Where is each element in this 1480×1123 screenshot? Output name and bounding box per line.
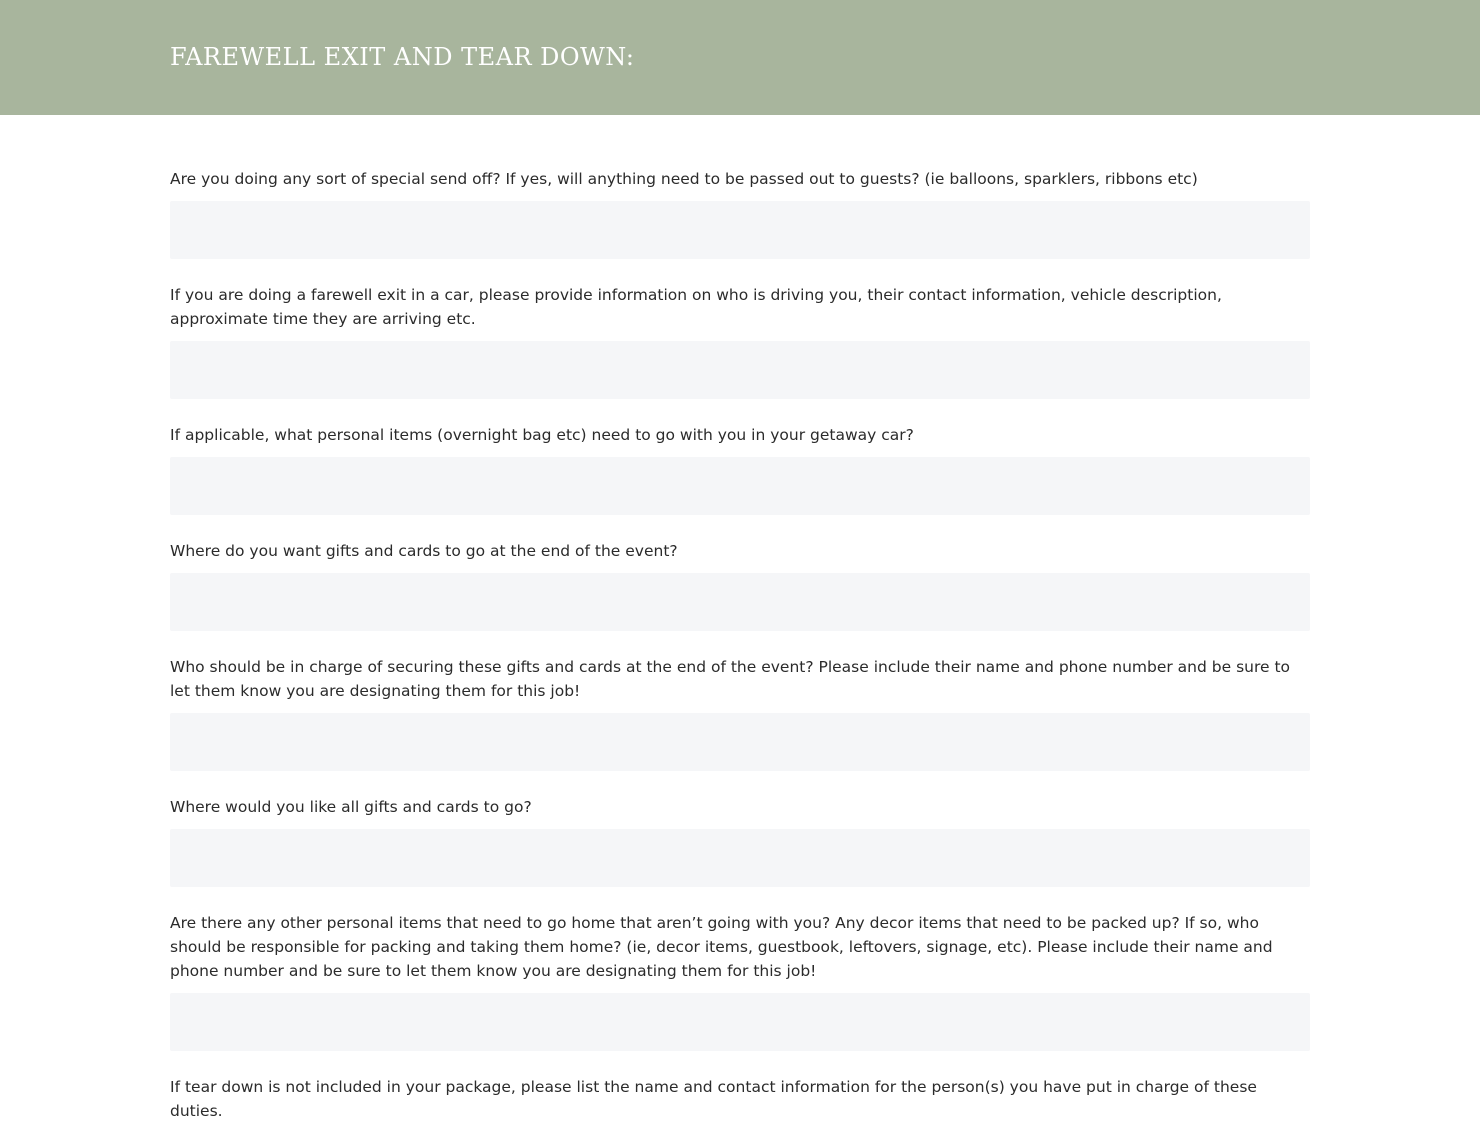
- question-label-gifts-location: Where do you want gifts and cards to go at the end of the event?: [170, 542, 678, 560]
- car-exit-input[interactable]: [170, 341, 1310, 399]
- question-label-gifts-destination: Where would you like all gifts and cards to go?: [170, 798, 532, 816]
- question-label-personal-items: If applicable, what personal items (overnight bag etc) need to go with you in your getaway car?: [170, 426, 914, 444]
- personal-items-input[interactable]: [170, 457, 1310, 515]
- gifts-location-input[interactable]: [170, 573, 1310, 631]
- section-header: [0, 0, 1480, 115]
- question-label-send-off: Are you doing any sort of special send off? If yes, will anything need to be passed out to guests? (ie balloons, sparklers, ribbons etc): [170, 170, 1198, 188]
- gifts-person-input[interactable]: [170, 713, 1310, 771]
- section-title: FAREWELL EXIT AND TEAR DOWN:: [170, 43, 635, 71]
- other-items-input[interactable]: [170, 993, 1310, 1051]
- question-label-other-items: Are there any other personal items that need to go home that aren’t going with you? Any decor items that need to be packed up? If so, who should be responsible for packing and taking them home? (ie, decor items, guestbook, leftovers, signage, etc). Please include their name and phone number and be sure to let them know you are designating them for this job!: [170, 914, 1273, 980]
- question-label-tear-down: If tear down is not included in your package, please list the name and contact information for the person(s) you have put in charge of these duties.: [170, 1078, 1257, 1120]
- send-off-input[interactable]: [170, 201, 1310, 259]
- question-label-car-exit: If you are doing a farewell exit in a car, please provide information on who is driving you, their contact information, vehicle description, approximate time they are arriving etc.: [170, 286, 1222, 328]
- gifts-destination-input[interactable]: [170, 829, 1310, 887]
- question-label-gifts-person: Who should be in charge of securing these gifts and cards at the end of the event? Please include their name and phone number and be sure to let them know you are designating them for this job!: [170, 658, 1291, 700]
